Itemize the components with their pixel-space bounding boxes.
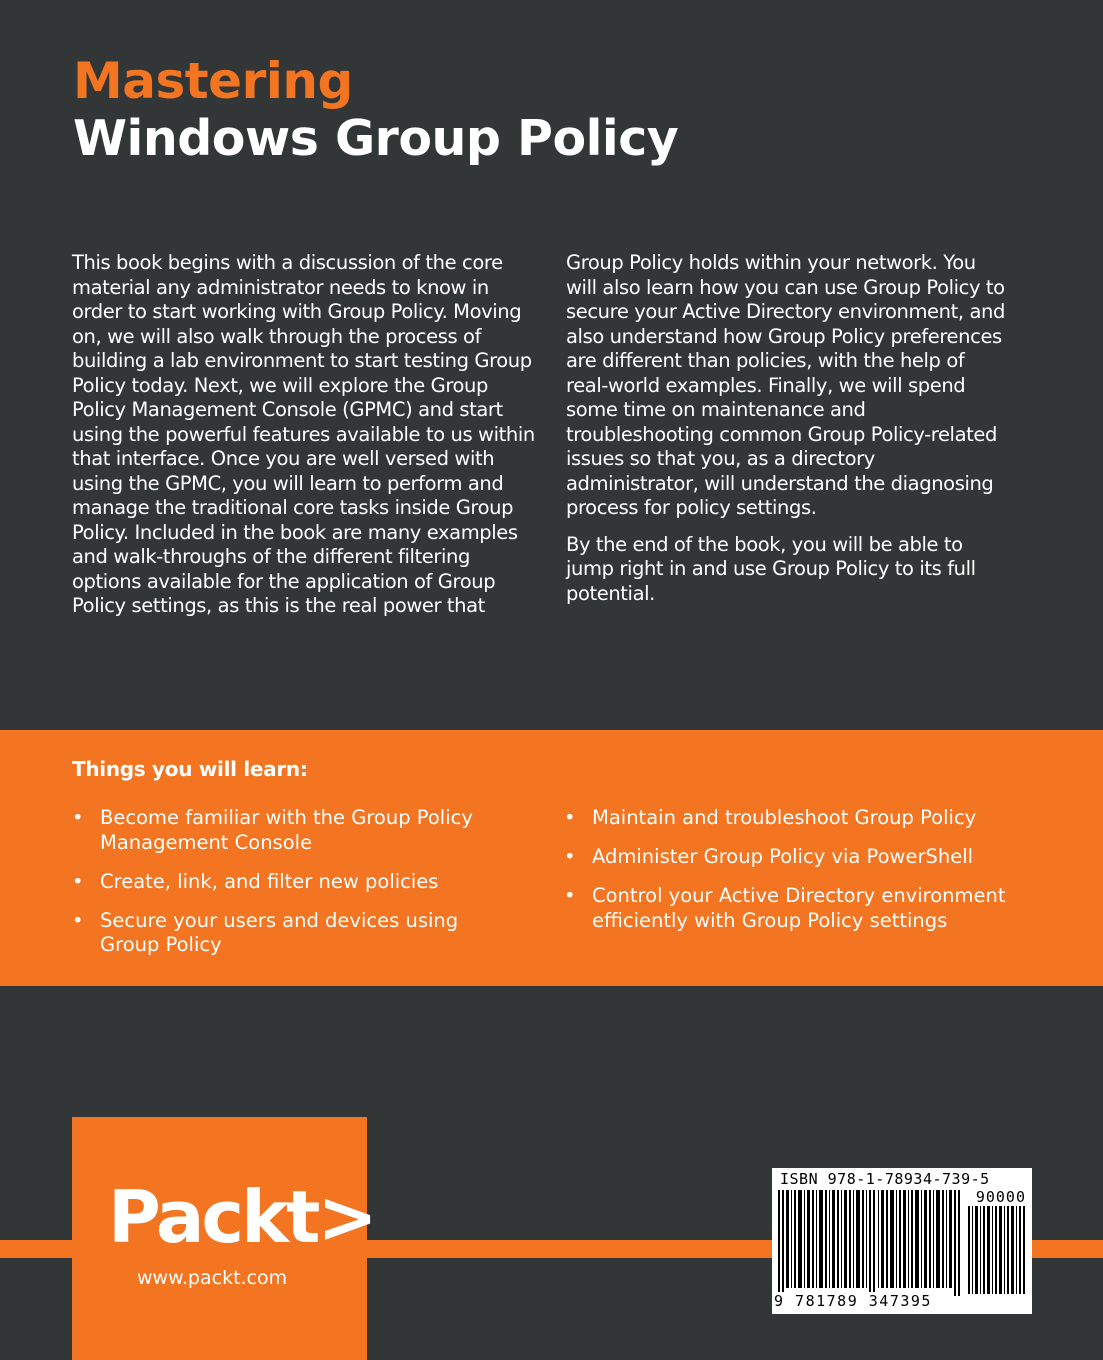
learn-list-right: [564, 806, 1034, 948]
title-main: Windows Group Policy: [73, 110, 679, 167]
bullet-icon: •: [72, 869, 84, 893]
learn-heading: Things you will learn:: [72, 757, 308, 781]
learn-item-text: Administer Group Policy via PowerShell: [592, 845, 974, 868]
learn-item: [564, 845, 1034, 870]
isbn-barcode: [772, 1168, 1032, 1314]
publisher-url: www.packt.com: [137, 1267, 288, 1289]
description-paragraph: Group Policy holds within your network. You will also learn how you can use Group Policy to secure your Active Directory environment, and also understand how Group Policy preferences are different than policies, with the help of real-world examples. Finally, we will spend some time on maintenance and troubleshooting common Group Policy-related issues so that you, as a directory administrator, will understand the diagnosing process for policy settings.: [566, 251, 1005, 519]
learn-item: [72, 909, 512, 958]
learn-item-text: Secure your users and devices using Group Policy: [100, 908, 459, 956]
description-paragraph: This book begins with a discussion of the core material any administrator needs to know in order to start working with Group Policy. Moving on, we will also walk through the process of building a lab environment to start testing Group Policy today. Next, we will explore the Group Policy Management Console (GPMC) and start using the powerful features available to us within that interface. Once you are well versed with using the GPMC, you will learn to perform and manage the traditional core tasks inside Group Policy. Included in the book are many examples and walk-throughs of the different filtering options available for the application of Group Policy settings, as this is the real power that: [72, 251, 535, 617]
description-right-column: [566, 251, 1006, 618]
learn-list-left: [72, 806, 512, 972]
bullet-icon: •: [564, 845, 576, 868]
learn-item: [564, 806, 1034, 831]
ean-digits: 9 781789 347395: [774, 1292, 932, 1310]
title-mastering: Mastering: [73, 52, 353, 110]
learn-item: [72, 806, 512, 855]
description-left-column: [72, 251, 542, 631]
learn-item-text: Create, link, and filter new policies: [100, 869, 439, 893]
learn-item-text: Maintain and troubleshoot Group Policy: [592, 806, 977, 829]
learn-item: [72, 870, 512, 895]
bullet-icon: •: [564, 884, 576, 907]
packt-logo: Packt>: [108, 1175, 375, 1259]
bullet-icon: •: [72, 908, 84, 932]
learn-item: [564, 884, 1034, 933]
bullet-icon: •: [564, 806, 576, 829]
description-paragraph: By the end of the book, you will be able to jump right in and use Group Policy to its full potential.: [566, 532, 976, 605]
title-block: [73, 52, 678, 168]
isbn-text: ISBN 978-1-78934-739-5: [780, 1170, 990, 1188]
bullet-icon: •: [72, 806, 84, 829]
price-addon-code: 90000: [975, 1188, 1026, 1206]
learn-item-text: Control your Active Directory environment efficiently with Group Policy settings: [592, 884, 1006, 932]
learn-item-text: Become familiar with the Group Policy Management Console: [100, 806, 473, 854]
